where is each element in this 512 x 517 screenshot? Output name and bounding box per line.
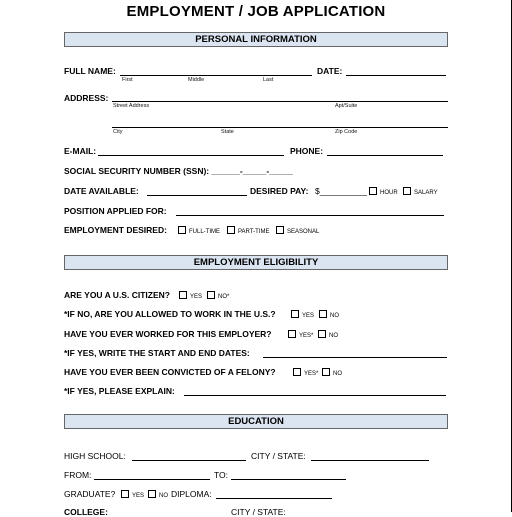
allowed-question: *IF NO, ARE YOU ALLOWED TO WORK IN THE U.S.? bbox=[64, 309, 276, 319]
citizen-no-option[interactable]: NO* bbox=[207, 291, 229, 300]
graduate-yes-checkbox[interactable] bbox=[121, 490, 129, 498]
felony-no-checkbox[interactable] bbox=[322, 368, 330, 376]
apt-caption: Apt/Suite bbox=[335, 103, 358, 109]
city-state-zip-field[interactable] bbox=[112, 127, 448, 128]
desired-pay-field[interactable]: $__________ bbox=[315, 186, 368, 196]
seasonal-option[interactable]: SEASONAL bbox=[276, 226, 319, 235]
name-first-caption: First bbox=[122, 77, 133, 83]
name-last-caption: Last bbox=[263, 77, 274, 83]
name-middle-caption: Middle bbox=[188, 77, 205, 83]
citizen-no-checkbox[interactable] bbox=[207, 291, 215, 299]
seasonal-checkbox[interactable] bbox=[276, 226, 284, 234]
full-time-checkbox[interactable] bbox=[178, 226, 186, 234]
explain-field[interactable] bbox=[184, 395, 446, 396]
diploma-label: DIPLOMA: bbox=[171, 489, 212, 499]
worked-no-option[interactable]: NO bbox=[318, 330, 338, 339]
part-time-checkbox[interactable] bbox=[227, 226, 235, 234]
dates-question: *IF YES, WRITE THE START AND END DATES: bbox=[64, 348, 250, 358]
citizen-question: ARE YOU A U.S. CITIZEN? bbox=[64, 290, 170, 300]
pay-salary-checkbox[interactable] bbox=[403, 187, 411, 195]
address-label: ADDRESS: bbox=[64, 93, 109, 103]
citizen-yes-option[interactable]: YES bbox=[179, 291, 202, 300]
allowed-no-option[interactable]: NO bbox=[319, 310, 339, 319]
worked-yes-option[interactable]: YES* bbox=[288, 330, 313, 339]
diploma-field[interactable] bbox=[216, 498, 332, 499]
date-field[interactable] bbox=[346, 75, 446, 76]
graduate-yes-option[interactable]: YES bbox=[121, 490, 144, 499]
allowed-yes-option[interactable]: YES bbox=[291, 310, 314, 319]
hs-city-state-field[interactable] bbox=[311, 460, 429, 461]
graduate-no-option[interactable]: NO bbox=[148, 490, 168, 499]
felony-no-option[interactable]: NO bbox=[322, 368, 342, 377]
high-school-field[interactable] bbox=[132, 460, 246, 461]
to-field[interactable] bbox=[231, 479, 346, 480]
desired-pay-label: DESIRED PAY: bbox=[250, 186, 309, 196]
email-label: E-MAIL: bbox=[64, 146, 97, 156]
pay-salary-option[interactable]: SALARY bbox=[403, 187, 438, 196]
full-name-field[interactable] bbox=[120, 75, 312, 76]
worked-no-checkbox[interactable] bbox=[318, 330, 326, 338]
form-title: EMPLOYMENT / JOB APPLICATION bbox=[126, 3, 386, 20]
worked-yes-checkbox[interactable] bbox=[288, 330, 296, 338]
allowed-no-checkbox[interactable] bbox=[319, 310, 327, 318]
position-field[interactable] bbox=[176, 215, 444, 216]
felony-question: HAVE YOU EVER BEEN CONVICTED OF A FELONY? bbox=[64, 367, 276, 377]
allowed-yes-checkbox[interactable] bbox=[291, 310, 299, 318]
pay-hour-checkbox[interactable] bbox=[369, 187, 377, 195]
full-name-label: FULL NAME: bbox=[64, 66, 116, 76]
high-school-label: HIGH SCHOOL: bbox=[64, 451, 126, 461]
employment-desired-label: EMPLOYMENT DESIRED: bbox=[64, 225, 167, 235]
citizen-yes-checkbox[interactable] bbox=[179, 291, 187, 299]
section-education: EDUCATION bbox=[64, 414, 448, 429]
explain-label: *IF YES, PLEASE EXPLAIN: bbox=[64, 386, 175, 396]
college-city-state-label: CITY / STATE: bbox=[231, 507, 286, 517]
street-caption: Street Address bbox=[113, 103, 150, 109]
graduate-no-checkbox[interactable] bbox=[148, 490, 156, 498]
date-label: DATE: bbox=[317, 66, 343, 76]
to-label: TO: bbox=[214, 470, 229, 480]
ssn-label: SOCIAL SECURITY NUMBER (SSN): ______-_____-_____ bbox=[64, 166, 293, 176]
felony-yes-checkbox[interactable] bbox=[293, 368, 301, 376]
phone-field[interactable] bbox=[327, 155, 443, 156]
from-field[interactable] bbox=[94, 479, 210, 480]
felony-yes-option[interactable]: YES* bbox=[293, 368, 318, 377]
email-field[interactable] bbox=[98, 155, 284, 156]
hs-city-state-label: CITY / STATE: bbox=[251, 451, 306, 461]
phone-label: PHONE: bbox=[290, 146, 324, 156]
dates-field[interactable] bbox=[263, 357, 447, 358]
section-personal-information: PERSONAL INFORMATION bbox=[64, 32, 448, 47]
from-label: FROM: bbox=[64, 470, 92, 480]
college-label: COLLEGE: bbox=[64, 507, 108, 517]
worked-question: HAVE YOU EVER WORKED FOR THIS EMPLOYER? bbox=[64, 329, 272, 339]
date-available-field[interactable] bbox=[147, 195, 247, 196]
section-employment-eligibility: EMPLOYMENT ELIGIBILITY bbox=[64, 255, 448, 270]
city-caption: City bbox=[113, 129, 123, 135]
state-caption: State bbox=[221, 129, 234, 135]
full-time-option[interactable]: FULL-TIME bbox=[178, 226, 220, 235]
pay-hour-option[interactable]: HOUR bbox=[369, 187, 398, 196]
position-label: POSITION APPLIED FOR: bbox=[64, 206, 167, 216]
date-available-label: DATE AVAILABLE: bbox=[64, 186, 139, 196]
street-address-field[interactable] bbox=[112, 101, 448, 102]
zip-caption: Zip Code bbox=[335, 129, 358, 135]
graduate-label: GRADUATE? bbox=[64, 489, 116, 499]
part-time-option[interactable]: PART-TIME bbox=[227, 226, 269, 235]
